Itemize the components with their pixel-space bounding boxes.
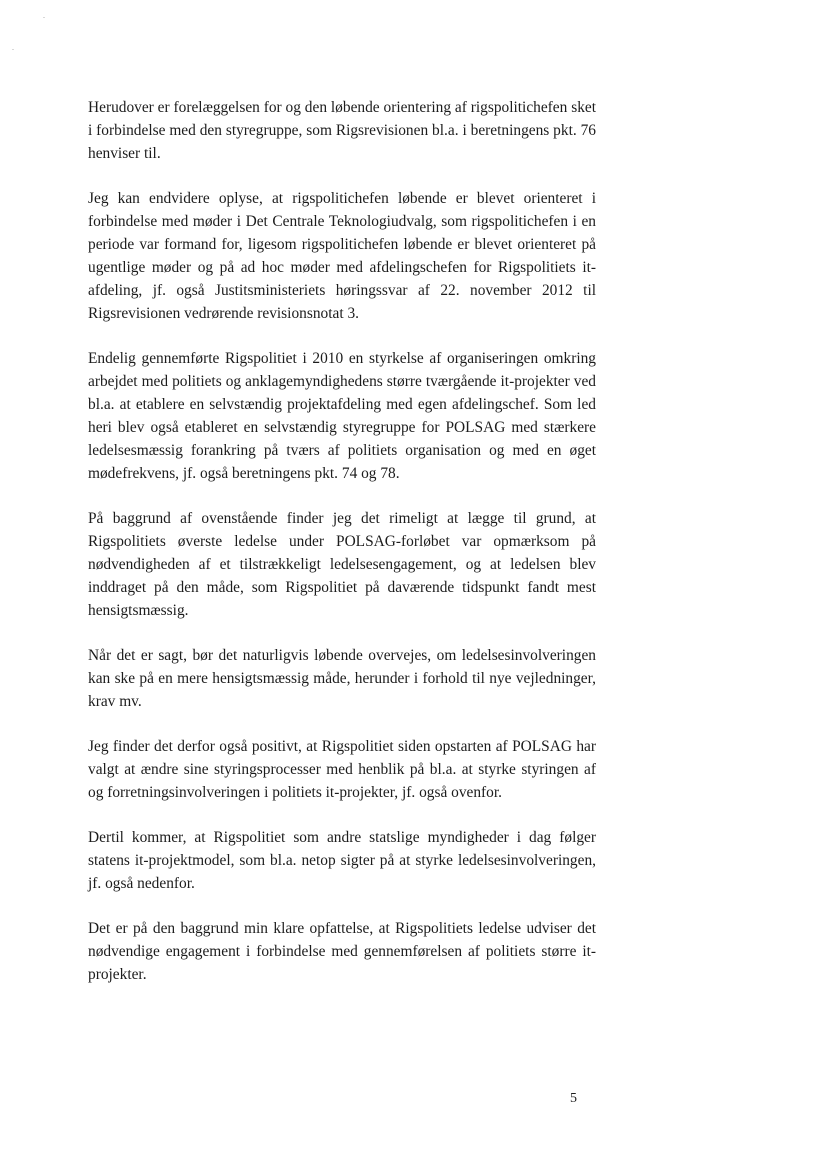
paragraph: Jeg kan endvidere oplyse, at rigspolitichefen løbende er blevet orienteret i forbindelse med møder i Det Centrale Teknologiudvalg, som rigspolitichefen i en periode var formand for, ligesom rigspolitichefen løbende er blevet orienteret på ugentlige møder og på ad hoc møder med afdelingschefen for Rigspolitiets it-afdeling, jf. også Justitsministeriets høringssvar af 22. november 2012 til Rigsrevisionen vedrørende revisionsnotat 3. <box>88 190 596 322</box>
paragraph: Når det er sagt, bør det naturligvis løbende overvejes, om ledelsesinvolveringen kan ske på en mere hensigtsmæssig måde, herunder i forhold til nye vejledninger, krav mv. <box>88 647 596 710</box>
paragraph: Jeg finder det derfor også positivt, at Rigspolitiet siden opstarten af POLSAG har valgt at ændre sine styringsprocesser med henblik på bl.a. at styrke styringen af og forretningsinvolveringen i politiets it-projekter, jf. også ovenfor. <box>88 738 596 801</box>
scan-artifact <box>12 49 14 50</box>
scan-artifact <box>43 17 45 18</box>
paragraph: Dertil kommer, at Rigspolitiet som andre statslige myndigheder i dag følger statens it-projektmodel, som bl.a. netop sigter på at styrke ledelsesinvolveringen, jf. også nedenfor. <box>88 829 596 892</box>
body-text <box>88 96 596 1008</box>
paragraph: Endelig gennemførte Rigspolitiet i 2010 en styrkelse af organiseringen omkring arbejdet med politiets og anklagemyndighedens større tværgående it-projekter ved bl.a. at etablere en selvstændig projektafdeling med egen afdelingschef. Som led heri blev også etableret en selvstændig styregruppe for POLSAG med stærkere ledelsesmæssig forankring på tværs af politiets organisation og med en øget mødefrekvens, jf. også beretningens pkt. 74 og 78. <box>88 350 596 482</box>
paragraph: Det er på den baggrund min klare opfattelse, at Rigspolitiets ledelse udviser det nødvendige engagement i forbindelse med gennemførelsen af politiets større it-projekter. <box>88 920 596 983</box>
page-number: 5 <box>570 1091 577 1106</box>
paragraph: Herudover er forelæggelsen for og den løbende orientering af rigspolitichefen sket i forbindelse med den styregruppe, som Rigsrevisionen bl.a. i beretningens pkt. 76 henviser til. <box>88 99 596 162</box>
paragraph: På baggrund af ovenstående finder jeg det rimeligt at lægge til grund, at Rigspolitiets øverste ledelse under POLSAG-forløbet var opmærksom på nødvendigheden af et tilstrækkeligt ledelsesengagement, og at ledelsen blev inddraget på den måde, som Rigspolitiet på daværende tidspunkt fandt mest hensigtsmæssig. <box>88 510 596 619</box>
